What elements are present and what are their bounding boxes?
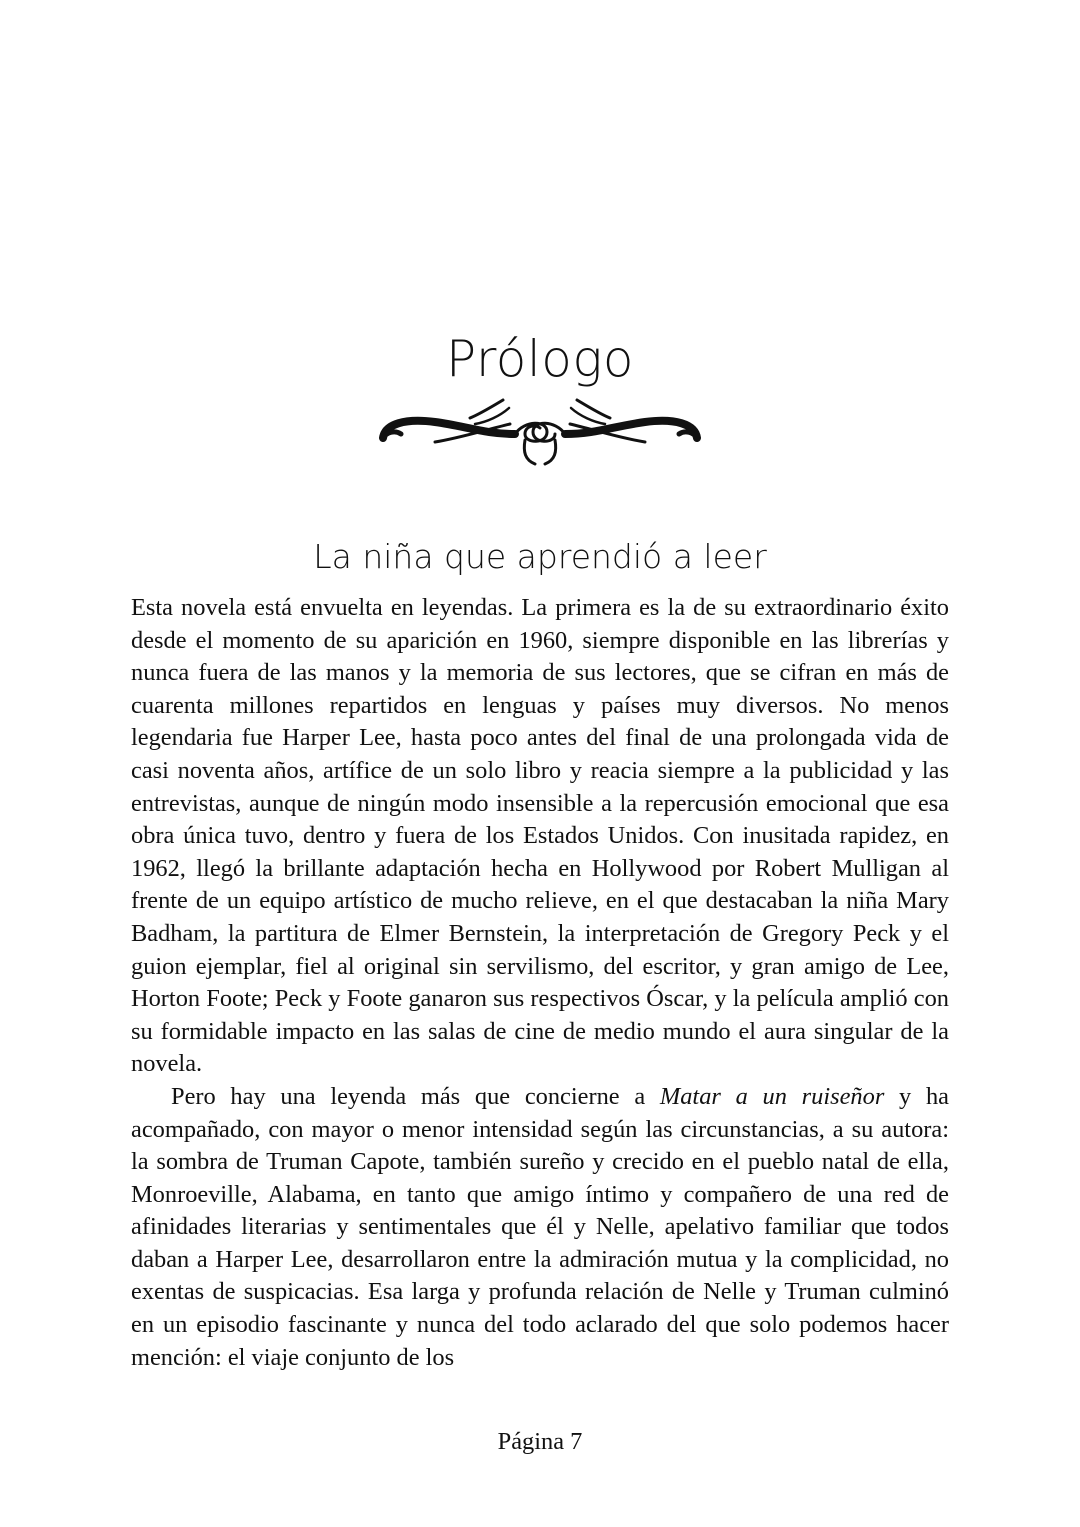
flourish-divider-icon	[375, 394, 705, 470]
paragraph-2-text-end: y ha acompañado, con mayor o menor intensidad según las circunstancias, a su autora: la sombra de Truman Capote, también sureño y crecido en el pueblo natal de ella, Monroeville, Alabama, en tanto que amigo íntimo y compañero de una red de afinidades literarias y sentimentales que él y Nelle, apelativo familiar que todos daban a Harper Lee, desarrollaron entre la admiración mutua y la complicidad, no exentas de suspicacias. Esa larga y profunda relación de Nelle y Truman culminó en un episodio fascinante y nunca del todo aclarado del que solo podemos hacer mención: el viaje conjunto de los	[131, 1082, 949, 1371]
chapter-subtitle: La niña que aprendió a leer	[313, 537, 767, 577]
book-title-italic: Matar a un ruiseñor	[659, 1082, 885, 1110]
chapter-title: Prólogo	[446, 329, 634, 388]
paragraph-1: Esta novela está envuelta en leyendas. La primera es la de su extraordinario éxito desde el momento de su aparición en 1960, siempre disponible en las librerías y nunca fuera de las manos y la memoria de sus lectores, que se cifran en más de cuarenta millones repartidos en lenguas y países muy diversos. No menos legendaria fue Harper Lee, hasta poco antes del final de una prolongada vida de casi noventa años, artífice de un solo libro y reacia siempre a la publicidad y las entrevistas, aunque de ningún modo insensible a la repercusión emocional que esa obra única tuvo, dentro y fuera de los Estados Unidos. Con inusitada rapidez, en 1962, llegó la brillante adaptación hecha en Hollywood por Robert Mulligan al frente de un equipo artístico de mucho relieve, en el que destacaban la niña Mary Badham, la partitura de Elmer Bernstein, la interpretación de Gregory Peck y el guion ejemplar, fiel al original sin servilismo, del escritor, y gran amigo de Lee, Horton Foote; Peck y Foote ganaron sus respectivos Óscar, y la película amplió con su formidable impacto en las salas de cine de medio mundo el aura singular de la novela.	[131, 594, 949, 1078]
body-text	[131, 592, 949, 1374]
page-number: Página 7	[497, 1428, 583, 1455]
paragraph-2-text-start: Pero hay una leyenda más que concierne a	[171, 1082, 660, 1110]
paragraph-2	[131, 1081, 949, 1374]
